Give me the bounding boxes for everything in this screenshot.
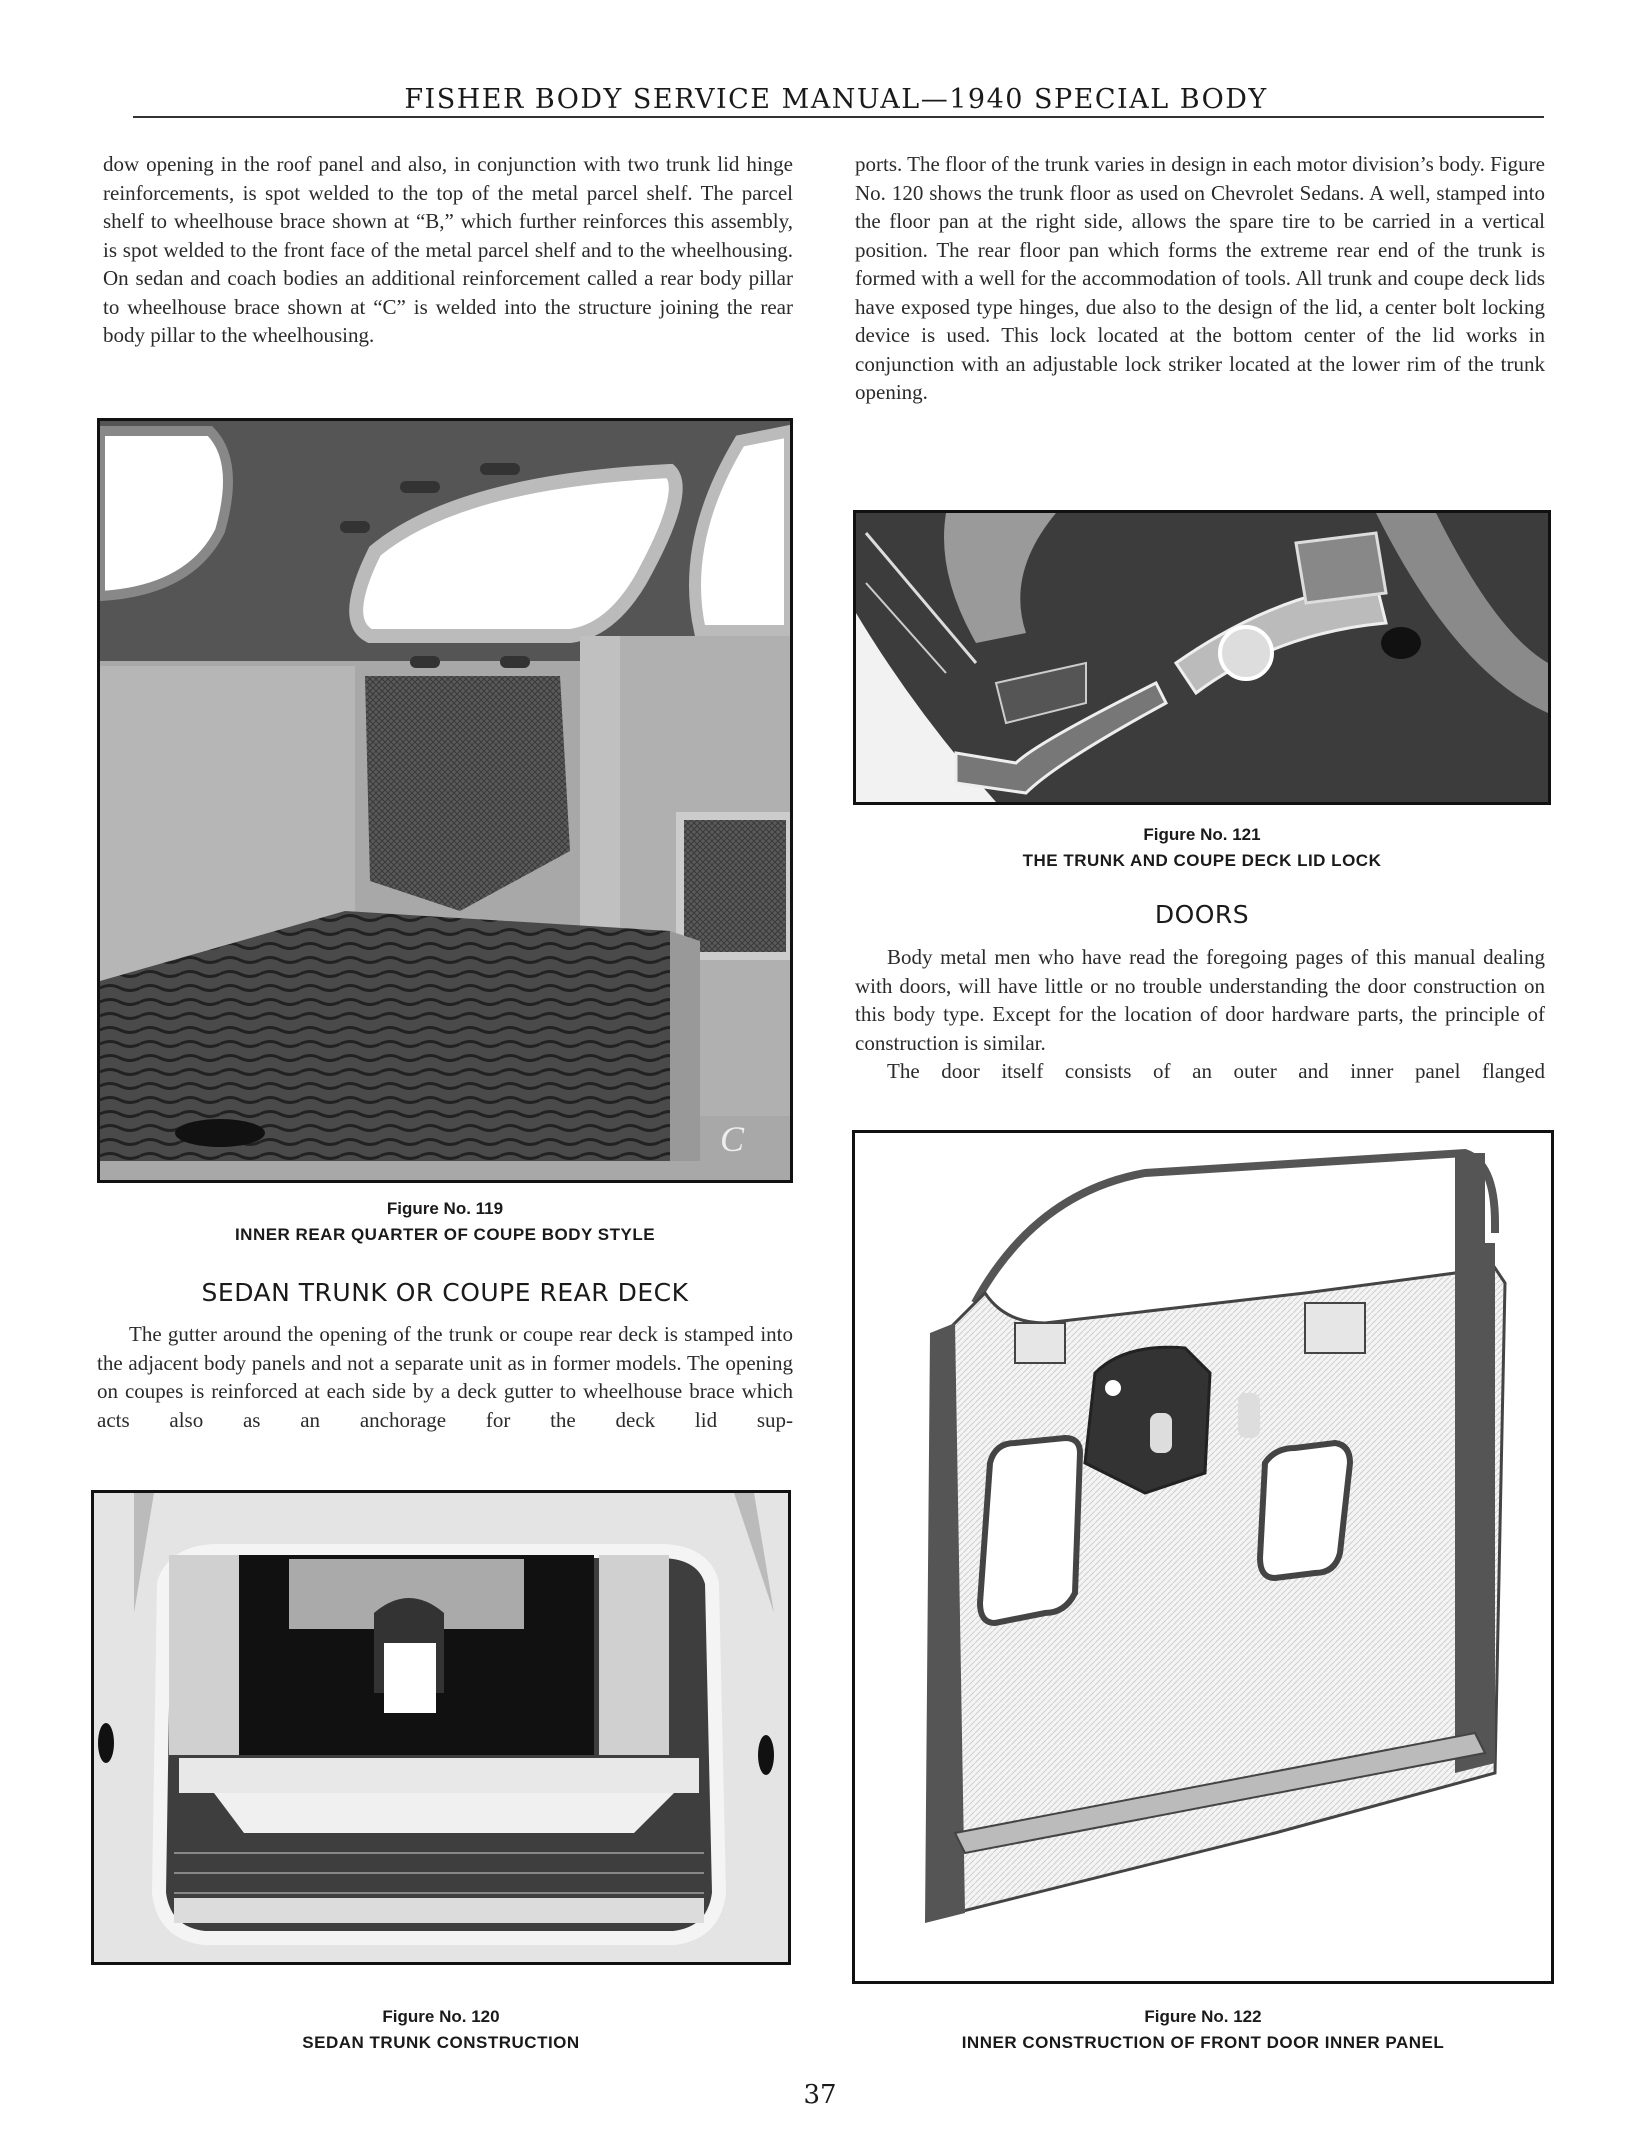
section-heading-sedan-trunk: SEDAN TRUNK OR COUPE REAR DECK — [201, 1278, 689, 1307]
header-rule — [133, 116, 1544, 118]
figure-number: Figure No. 121 — [1143, 825, 1261, 844]
figure-title: INNER REAR QUARTER OF COUPE BODY STYLE — [234, 1225, 656, 1244]
left-column-trunk-text — [97, 1320, 793, 1434]
figure-120-caption — [91, 2004, 791, 2056]
figure-title: THE TRUNK AND COUPE DECK LID LOCK — [1022, 851, 1382, 870]
page-number: 37 — [803, 2080, 837, 2110]
paragraph: dow opening in the roof panel and also, in conjunction with two trunk lid hinge reinforcements, is spot welded to the top of the metal parcel shelf. The parcel shelf to wheelhouse brace shown at “B,” which further reinforces this assembly, is spot welded to the front face of the metal parcel shelf and to the wheelhousing. On sedan and coach bodies an additional reinforcement called a rear body pillar to wheelhouse brace shown at “C” is welded into the structure joining the rear body pillar to the wheelhousing. — [103, 152, 793, 347]
sedan-trunk-illustration — [94, 1493, 788, 1962]
right-column-doors-text — [855, 943, 1545, 1086]
coupe-rear-quarter-illustration — [100, 421, 790, 1180]
paragraph: The gutter around the opening of the trunk or coupe rear deck is stamped into the adjacent body panels and not a separate unit as in former models. The opening on coupes is reinforced at each side by a deck gutter to wheelhouse brace which acts also as an anchorage for the deck lid sup- — [97, 1322, 793, 1432]
paragraph: The door itself consists of an outer and inner panel flanged — [887, 1059, 1545, 1083]
figure-121-photo — [853, 510, 1551, 805]
paragraph: ports. The floor of the trunk varies in design in each motor division’s body. Figure No. 120 shows the trunk floor as used on Chevrolet Sedans. A well, stamped into the floor pan at the right side, allows the spare tire to be carried in a vertical position. The rear floor pan which forms the extreme rear end of the trunk is formed with a well for the accommodation of tools. All trunk and coupe deck lids have exposed type hinges, due also to the design of the lid, a center bolt locking device is used. This lock located at the bottom center of the lid works in conjunction with an adjustable lock striker located at the lower rim of the trunk opening. — [855, 152, 1545, 404]
figure-120-photo — [91, 1490, 791, 1965]
page-header-title: FISHER BODY SERVICE MANUAL—1940 SPECIAL BODY — [404, 84, 1268, 115]
figure-title: SEDAN TRUNK CONSTRUCTION — [302, 2033, 580, 2052]
figure-number: Figure No. 119 — [386, 1199, 504, 1218]
figure-title: INNER CONSTRUCTION OF FRONT DOOR INNER PANEL — [961, 2033, 1445, 2052]
figure-122-drawing — [852, 1130, 1554, 1984]
figure-label-c: C — [720, 1119, 745, 1159]
deck-lid-lock-illustration — [856, 513, 1548, 802]
right-column-trunk-floor-text — [855, 150, 1545, 407]
figure-122-caption — [852, 2004, 1554, 2056]
paragraph: Body metal men who have read the foregoing pages of this manual dealing with doors, will have little or no trouble understanding the door construction on this body type. Except for the location of door hardware parts, the principle of construction is similar. — [855, 945, 1545, 1055]
figure-119-caption — [97, 1196, 793, 1248]
figure-121-caption — [853, 822, 1551, 874]
front-door-inner-panel-illustration — [855, 1133, 1551, 1981]
figure-number: Figure No. 122 — [1144, 2007, 1262, 2026]
left-column-intro — [103, 150, 793, 350]
section-heading-doors: DOORS — [1154, 900, 1250, 929]
figure-119-photo — [97, 418, 793, 1183]
figure-number: Figure No. 120 — [382, 2007, 500, 2026]
